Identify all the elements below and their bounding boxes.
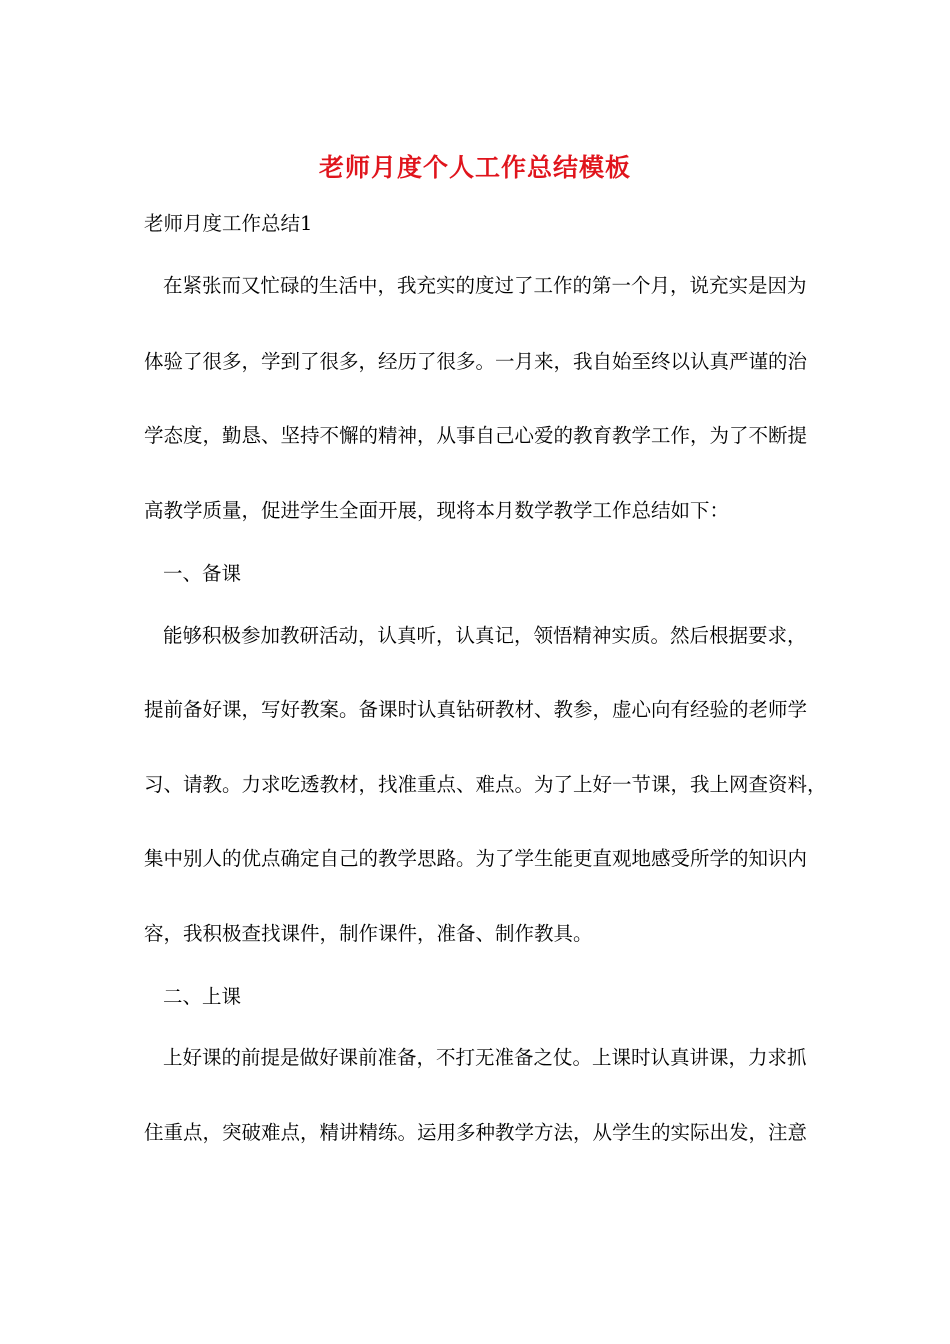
paragraph-line: 能够积极参加教研活动，认真听，认真记，领悟精神实质。然后根据要求， — [163, 624, 807, 647]
paragraph-line: 住重点，突破难点，精讲精练。运用多种教学方法，从学生的实际出发，注意 — [144, 1121, 808, 1144]
section-heading: 一、备课 — [163, 562, 242, 585]
section-heading: 二、上课 — [163, 985, 242, 1008]
paragraph-line: 容，我积极查找课件，制作课件，准备、制作教具。 — [144, 922, 593, 945]
paragraph-line: 体验了很多，学到了很多，经历了很多。一月来，我自始至终以认真严谨的治 — [144, 350, 808, 373]
paragraph-line: 集中别人的优点确定自己的教学思路。为了学生能更直观地感受所学的知识内 — [144, 847, 808, 870]
paragraph-line: 学态度，勤恳、坚持不懈的精神，从事自己心爱的教育教学工作，为了不断提 — [144, 424, 808, 447]
paragraph-line: 习、请教。力求吃透教材，找准重点、难点。为了上好一节课，我上网查资料， — [144, 773, 827, 796]
paragraph-line: 提前备好课，写好教案。备课时认真钻研教材、教参，虚心向有经验的老师学 — [144, 698, 808, 721]
subtitle-text: 老师月度工作总结 — [144, 212, 301, 235]
paragraph-line: 高教学质量，促进学生全面开展，现将本月数学教学工作总结如下： — [144, 499, 730, 522]
paragraph-line: 在紧张而又忙碌的生活中，我充实的度过了工作的第一个月，说充实是因为 — [163, 274, 807, 297]
paragraph-line: 上好课的前提是做好课前准备，不打无准备之仗。上课时认真讲课，力求抓 — [163, 1046, 807, 1069]
subtitle-number: 1 — [300, 212, 313, 235]
document-title: 老师月度个人工作总结模板 — [318, 153, 631, 182]
section-subtitle — [144, 210, 312, 238]
